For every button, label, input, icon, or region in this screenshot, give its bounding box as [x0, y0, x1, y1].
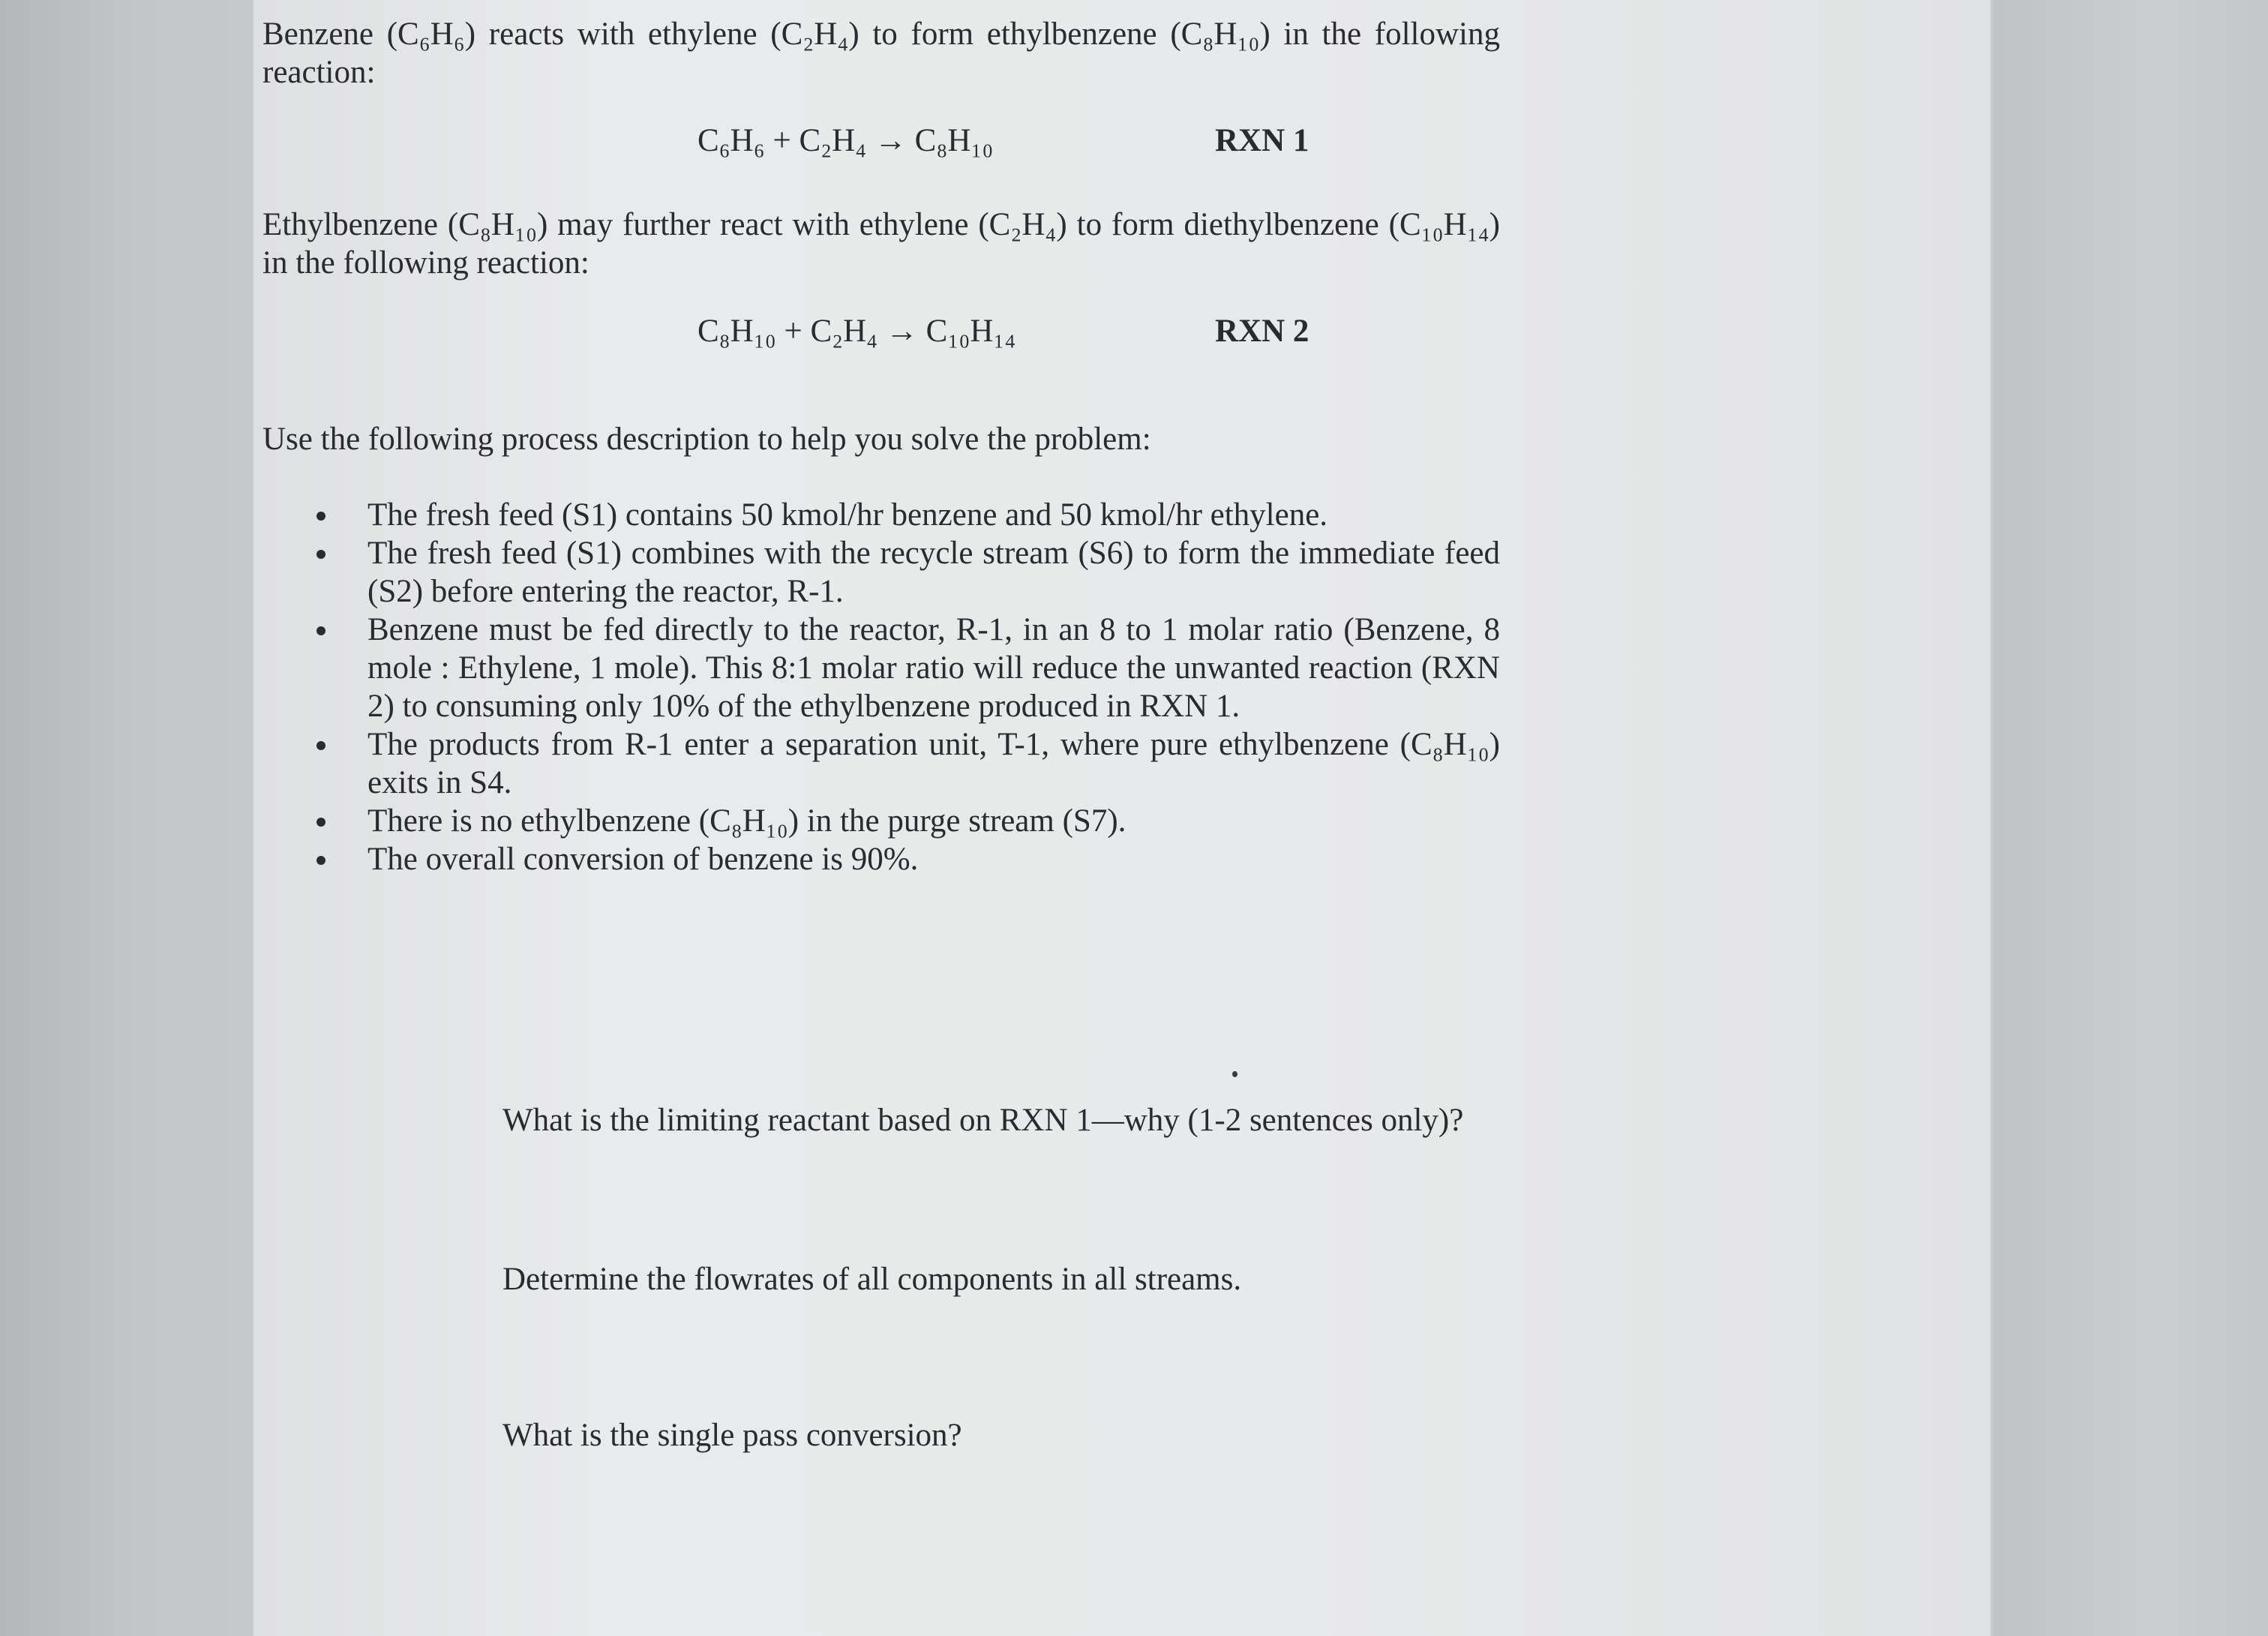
bullet-dot	[316, 856, 326, 865]
reaction-1-label: RXN 1	[1215, 123, 1310, 158]
bullet-dot	[316, 741, 326, 750]
bullet-dot	[316, 512, 326, 521]
process-bullet-list	[262, 496, 1500, 878]
reaction-1-formula: C₆H₆ + C₂H₄ → C₈H₁₀	[698, 123, 994, 158]
bullet-item: The fresh feed (S1) contains 50 kmol/hr benzene and 50 kmol/hr ethylene.	[262, 496, 1500, 534]
bullet-item: The products from R-1 enter a separation unit, T-1, where pure ethylbenzene (C₈H₁₀) exits in S4.	[262, 725, 1500, 802]
bullet-dot	[316, 818, 326, 827]
reaction-2-formula: C₈H₁₀ + C₂H₄ → C₁₀H₁₄	[698, 314, 1016, 349]
question-flowrates: Determine the flowrates of all components in all streams.	[502, 1262, 1242, 1297]
ink-speck	[1232, 1071, 1238, 1077]
reaction-2	[262, 312, 1500, 360]
bullet-dot	[316, 626, 326, 635]
process-intro: Use the following process description to help you solve the problem:	[262, 422, 1151, 457]
bullet-item: The fresh feed (S1) combines with the recycle stream (S6) to form the immediate feed (S2) before entering the reactor, R-1.	[262, 534, 1500, 611]
bullet-dot	[316, 550, 326, 559]
bullet-item: There is no ethylbenzene (C₈H₁₀) in the purge stream (S7).	[262, 802, 1500, 840]
intro-paragraph: Benzene (C₆H₆) reacts with ethylene (C₂H₄) to form ethylbenzene (C₈H₁₀) in the following reaction:	[262, 17, 1500, 90]
problem-text	[262, 15, 1500, 878]
reaction-1	[262, 122, 1500, 170]
bullet-item: Benzene must be fed directly to the reactor, R-1, in an 8 to 1 molar ratio (Benzene, 8 mole : Ethylene, 1 mole). This 8:1 molar ratio will reduce the unwanted reaction (RXN 2) to consuming only 10% of the ethylbenzene produced in RXN 1.	[262, 611, 1500, 725]
question-limiting-reactant: What is the limiting reactant based on RXN 1—why (1-2 sentences only)?	[502, 1103, 1464, 1138]
second-reaction-paragraph: Ethylbenzene (C₈H₁₀) may further react with ethylene (C₂H₄) to form diethylbenzene (C₁₀H₁₄) in the following reaction:	[262, 207, 1500, 281]
bullet-item: The overall conversion of benzene is 90%.	[262, 840, 1500, 878]
reaction-2-label: RXN 2	[1215, 314, 1310, 349]
question-single-pass-conversion: What is the single pass conversion?	[502, 1418, 962, 1453]
